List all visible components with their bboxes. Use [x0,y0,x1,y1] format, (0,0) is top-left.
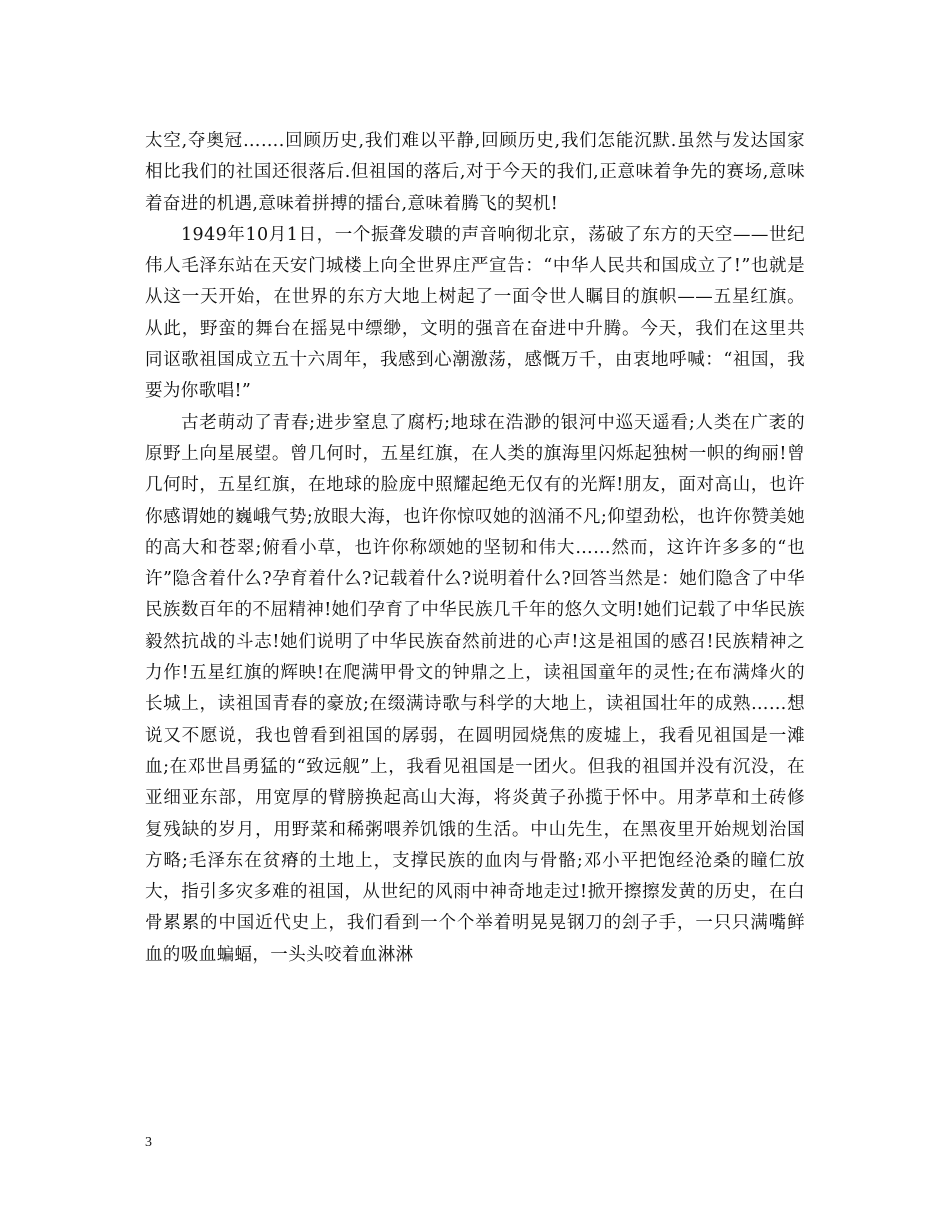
page-number: 3 [145,1135,152,1150]
paragraph: 太空,夺奥冠…….回顾历史,我们难以平静,回顾历史,我们怎能沉默.虽然与发达国家相比我们的社国还很落后.但祖国的落后,对于今天的我们,正意味着争先的赛场,意味着奋进的机遇,意味着拼搏的擂台,意味着腾飞的契机! [145,131,805,214]
paragraph: 1949年10月1日，一个振聋发聩的声音响彻北京，荡破了东方的天空——世纪伟人毛泽东站在天安门城楼上向全世界庄严宣告：“中华人民共和国成立了!”也就是从这一天开始，在世界的东方大地上树起了一面令世人瞩目的旗帜——五星红旗。从此，野蛮的舞台在摇晃中缥缈，文明的强音在奋进中升腾。今天，我们在这里共同讴歌祖国成立五十六周年，我感到心潮激荡，感慨万千，由衷地呼喊：“祖国，我要为你歌唱!” [145,224,805,402]
document-body [145,126,805,971]
paragraph: 古老萌动了青春;进步窒息了腐朽;地球在浩渺的银河中巡天遥看;人类在广袤的原野上向星展望。曾几何时，五星红旗，在人类的旗海里闪烁起独树一帜的绚丽!曾几何时，五星红旗，在地球的脸庞中照耀起绝无仅有的光辉!朋友，面对高山，也许你感谓她的巍峨气势;放眼大海，也许你惊叹她的汹涌不凡;仰望劲松，也许你赞美她的高大和苍翠;俯看小草，也许你称颂她的坚韧和伟大……然而，这许许多多的“也许”隐含着什么?孕育着什么?记载着什么?说明着什么?回答当然是：她们隐含了中华民族数百年的不屈精神!她们孕育了中华民族几千年的悠久文明!她们记载了中华民族毅然抗战的斗志!她们说明了中华民族奋然前进的心声!这是祖国的感召!民族精神之力作!五星红旗的辉映!在爬满甲骨文的钟鼎之上，读祖国童年的灵性;在布满烽火的长城上，读祖国青春的豪放;在缀满诗歌与科学的大地上，读祖国壮年的成熟……想说又不愿说，我也曾看到祖国的孱弱，在圆明园烧焦的废墟上，我看见祖国是一滩血;在邓世昌勇猛的“致远舰”上，我看见祖国是一团火。但我的祖国并没有沉没，在亚细亚东部，用宽厚的臂膀换起高山大海，将炎黄子孙揽于怀中。用茅草和土砖修复残缺的岁月，用野菜和稀粥喂养饥饿的生活。中山先生，在黑夜里开始规划治国方略;毛泽东在贫瘠的土地上，支撑民族的血肉与骨骼;邓小平把饱经沧桑的瞳仁放大，指引多灾多难的祖国，从世纪的风雨中神奇地走过!掀开擦擦发黄的历史，在白骨累累的中国近代史上，我们看到一个个举着明晃晃钢刀的刽子手，一只只满嘴鲜血的吸血蝙蝠，一头头咬着血淋淋 [145,412,805,965]
